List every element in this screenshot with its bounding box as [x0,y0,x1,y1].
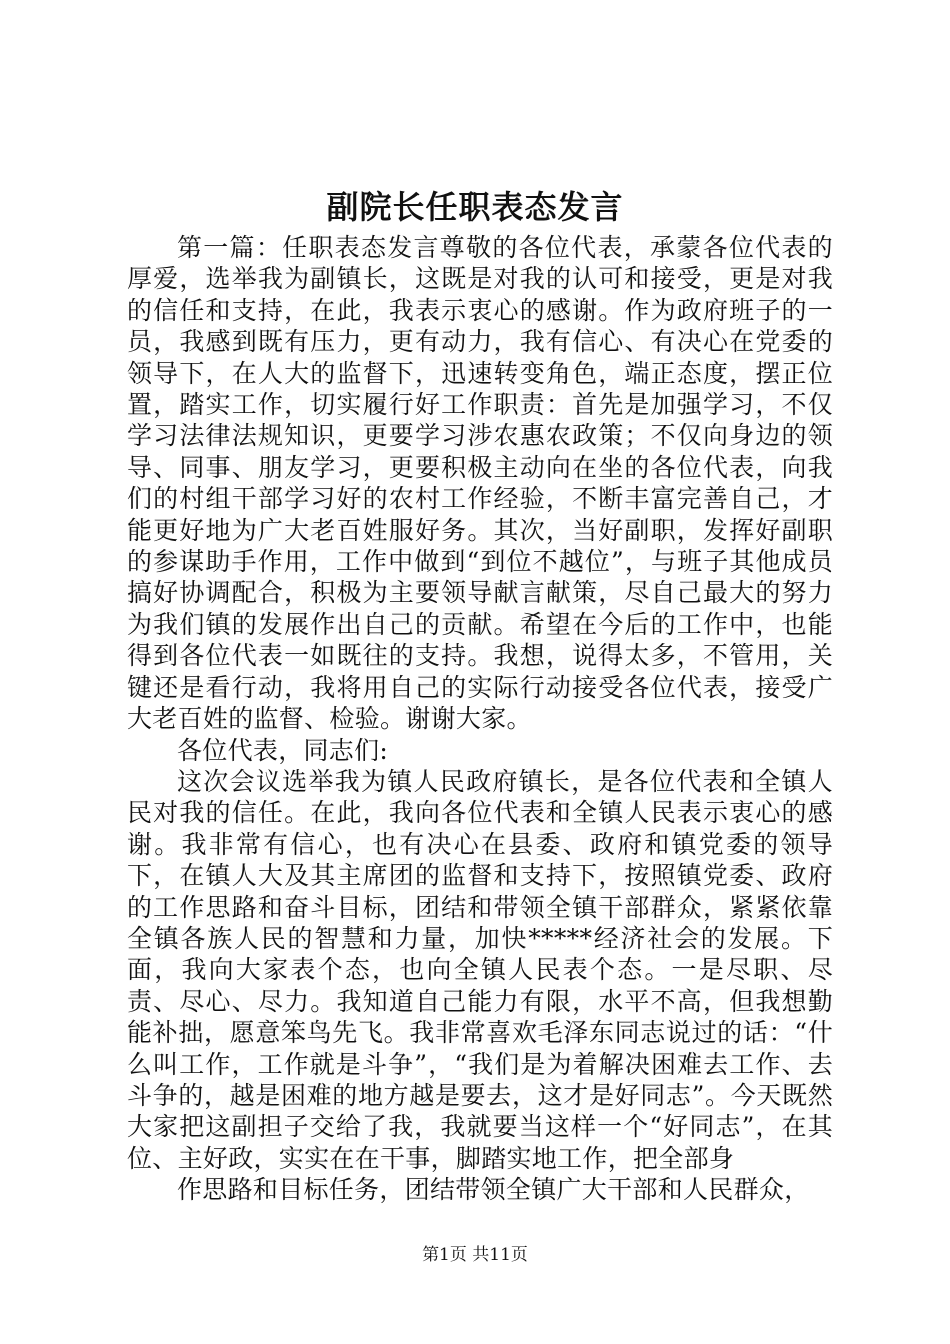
paragraph-3: 这次会议选举我为镇人民政府镇长，是各位代表和全镇人民对我的信任。在此，我向各位代表和全镇人民表示衷心的感谢。我非常有信心，也有决心在县委、政府和镇党委的领导下，在镇人大及其主席团的监督和支持下，按照镇党委、政府的工作思路和奋斗目标，团结和带领全镇干部群众，紧紧依靠全镇各族人民的智慧和力量，加快*****经济社会的发展。下面，我向大家表个态，也向全镇人民表个态。一是尽职、尽责、尽心、尽力。我知道自己能力有限，水平不高，但我想勤能补拙，愿意笨鸟先飞。我非常喜欢毛泽东同志说过的话：“什么叫工作，工作就是斗争”，“我们是为着解决困难去工作、去斗争的，越是困难的地方越是要去，这才是好同志”。今天既然大家把这副担子交给了我，我就要当这样一个“好同志”，在其位、主好政，实实在在干事，脚踏实地工作，把全部身 [127,766,833,1173]
paragraph-1: 第一篇：任职表态发言尊敬的各位代表，承蒙各位代表的厚爱，选举我为副镇长，这既是对我的认可和接受，更是对我的信任和支持，在此，我表示衷心的感谢。作为政府班子的一员，我感到既有压力，更有动力，我有信心、有决心在党委的领导下，在人大的监督下，迅速转变角色，端正态度，摆正位置，踏实工作，切实履行好工作职责：首先是加强学习，不仅学习法律法规知识，更要学习涉农惠农政策；不仅向身边的领导、同事、朋友学习，更要积极主动向在坐的各位代表，向我们的村组干部学习好的农村工作经验，不断丰富完善自己，才能更好地为广大老百姓服好务。其次，当好副职，发挥好副职的参谋助手作用，工作中做到“到位不越位”，与班子其他成员搞好协调配合，积极为主要领导献言献策，尽自己最大的努力为我们镇的发展作出自己的贡献。希望在今后的工作中，也能得到各位代表一如既往的支持。我想，说得太多，不管用，关键还是看行动，我将用自己的实际行动接受各位代表，接受广大老百姓的监督、检验。谢谢大家。 [127,233,833,734]
paragraph-2: 各位代表，同志们: [177,735,389,765]
document-body [127,232,833,1206]
document-title: 副院长任职表态发言 [326,188,624,226]
page-footer: 第1页 共11页 [422,1245,528,1265]
paragraph-4: 作思路和目标任务，团结带领全镇广大干部和人民群众， [177,1175,810,1205]
